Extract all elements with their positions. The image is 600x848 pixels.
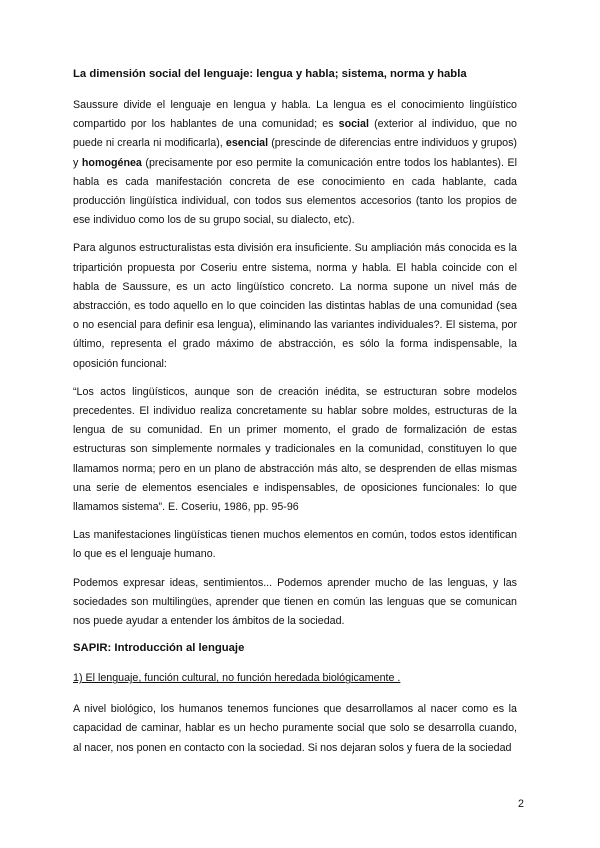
text-run: (exterior al individuo, que no puede ni crearla ni modificarla), bbox=[73, 118, 517, 150]
paragraph-saussure bbox=[73, 96, 517, 230]
subsection-title: 1) El lenguaje, función cultural, no función heredada biológicamente . bbox=[73, 672, 401, 685]
page-number: 2 bbox=[518, 798, 524, 810]
document-title: La dimensión social del lenguaje: lengua y habla; sistema, norma y habla bbox=[73, 68, 467, 80]
text-run: Saussure divide el lenguaje en lengua y habla. La lengua es el conocimiento lingüístico compartido por los hablantes de una comunidad; es bbox=[73, 99, 517, 131]
paragraph-expresar: Podemos expresar ideas, sentimientos... Podemos aprender mucho de las lenguas, y las sociedades son multilingües, aprender que tienen en común las lenguas que se comunican nos puede ayudar a entender los ámbitos de la sociedad. bbox=[73, 576, 517, 628]
paragraph-biologico: A nivel biológico, los humanos tenemos funciones que desarrollamos al nacer como es la capacidad de caminar, hablar es un hecho puramente social que solo se desarrolla cuando, al nacer, nos ponen en contacto con la sociedad. Si nos dejaran solos y fuera de la sociedad bbox=[73, 703, 517, 754]
text-run: (precisamente por eso permite la comunicación entre todos los hablantes). El habla es cada manifestación concreta de ese conocimiento en cada hablante, cada producción lingüística individual, con todos sus elementos accesorios (tanto los propios de ese individuo como los de su grupo social, su dialecto, etc). bbox=[73, 156, 517, 227]
section-title-sapir: SAPIR: Introducción al lenguaje bbox=[73, 642, 245, 655]
quote-coseriu: “Los actos lingüísticos, aunque son de creación inédita, se estructuran sobre modelos precedentes. El individuo realiza concretamente su hablar sobre moldes, estructuras de la lengua de su comunidad. En un primer momento, el grado de formalización de estas estructuras son simplemente normales y tradicionales en la comunidad, constituyen lo que llamamos norma; pero en un plano de abstracción más alto, se desprenden de ellas mismas una serie de elementos esenciales e indispensables, de oposiciones funcionales: lo que llamamos sistema”. E. Coseriu, 1986, pp. 95-96 bbox=[73, 385, 517, 514]
paragraph-coseriu: Para algunos estructuralistas esta división era insuficiente. Su ampliación más conocida es la tripartición propuesta por Coseriu entre sistema, norma y habla. El habla coincide con el habla de Saussure, es un acto lingüístico concreto. La norma supone un nivel más de abstracción, es todo aquello en lo que coinciden las distintas hablas de una comunidad (sea o no esencial para definir esa lengua), eliminando las variantes individuales?. El sistema, por último, representa el grado máximo de abstracción, es sólo la forma indispensable, la oposición funcional: bbox=[73, 242, 517, 370]
bold-term-homogenea: homogénea bbox=[81, 156, 142, 169]
paragraph-manifestaciones: Las manifestaciones lingüísticas tienen muchos elementos en común, todos estos identifican lo que es el lenguaje humano. bbox=[73, 529, 517, 561]
bold-term-social: social bbox=[338, 118, 369, 131]
bold-term-esencial: esencial bbox=[225, 137, 269, 150]
text-run: (prescinde de diferencias entre individuos y grupos) y bbox=[73, 137, 517, 169]
